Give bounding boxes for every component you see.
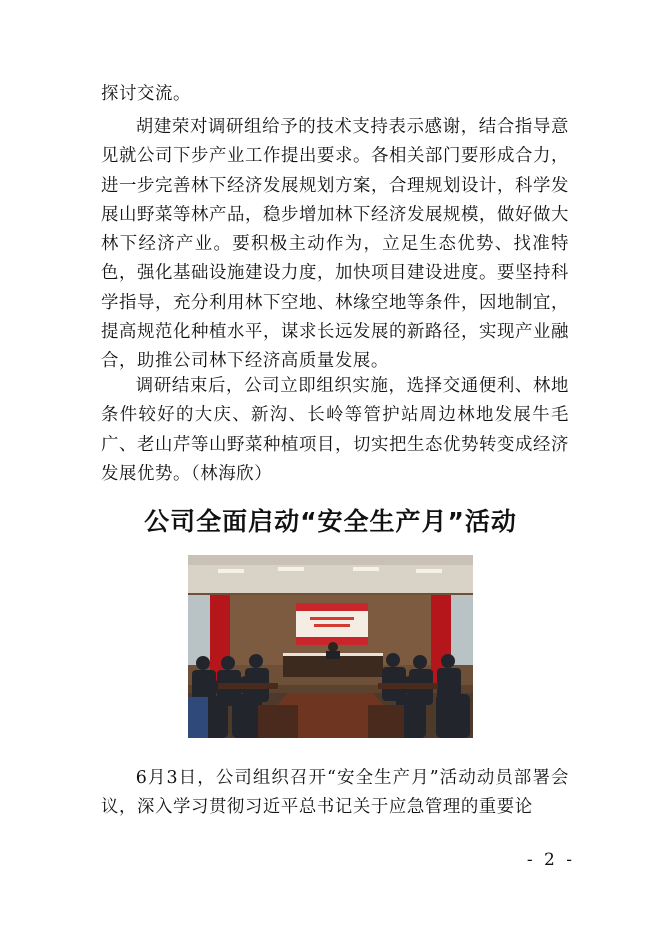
page-number: - 2 - — [526, 850, 575, 870]
paragraph-guidance — [101, 113, 569, 377]
paragraph-text: 6月3日，公司组织召开“安全生产月”活动动员部署会议，深入学习贯彻习近平总书记关于应急管理的重要论 — [101, 768, 569, 818]
meeting-photo-illustration — [188, 555, 473, 738]
meeting-photo — [188, 555, 473, 738]
article-title: 公司全面启动“安全生产月”活动 — [144, 507, 517, 536]
paragraph-text: 调研结束后，公司立即组织实施，选择交通便利、林地条件较好的大庆、新沟、长岭等管护站周边林地发展牛毛广、老山芹等山野菜种植项目，切实把生态优势转变成经济发展优势。（林海欣） — [101, 376, 569, 484]
paragraph-continuation — [101, 80, 569, 109]
photo-caption-paragraph — [101, 764, 569, 823]
paragraph-text: 胡建荣对调研组给予的技术支持表示感谢，结合指导意见就公司下步产业工作提出要求。各相关部门要形成合力，进一步完善林下经济发展规划方案，合理规划设计，科学发展山野菜等林产品，稳步增加林下经济发展规模，做好做大林下经济产业。要积极主动作为，立足生态优势、找准特色，强化基础设施建设力度，加快项目建设进度。要坚持科学指导，充分利用林下空地、林缘空地等条件，因地制宜，提高规范化种植水平，谋求长远发展的新路径，实现产业融合，助推公司林下经济高质量发展。 — [101, 117, 569, 372]
paragraph-implementation — [101, 372, 569, 489]
paragraph-text: 探讨交流。 — [101, 84, 191, 104]
